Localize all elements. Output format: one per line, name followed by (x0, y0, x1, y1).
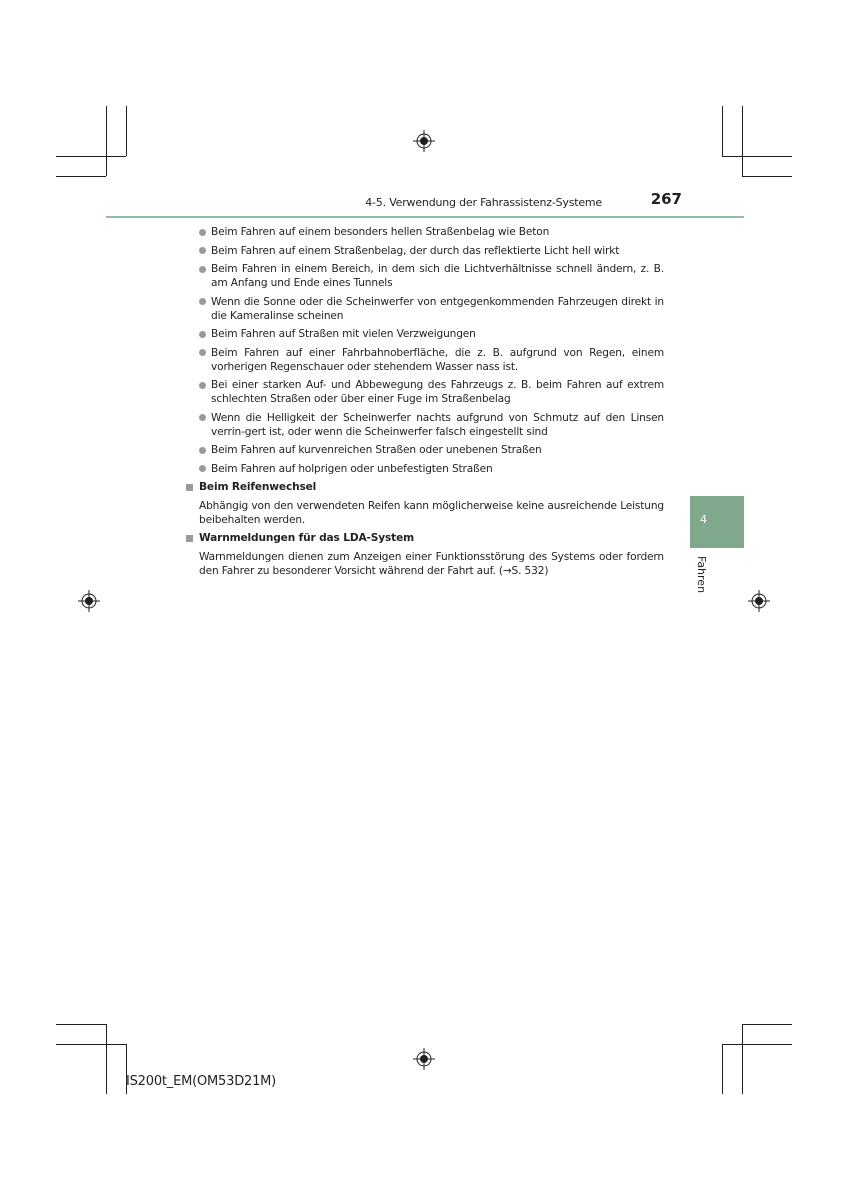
bullet-icon (199, 298, 206, 305)
list-item-text: Beim Fahren auf einem Straßenbelag, der durch das reflektierte Licht hell wirkt (211, 244, 620, 257)
registration-mark-icon (413, 130, 435, 152)
list-item (186, 225, 664, 239)
page-content (186, 225, 664, 582)
chapter-tab (690, 496, 744, 548)
registration-mark-icon (413, 1048, 435, 1070)
bullet-icon (199, 447, 206, 454)
list-item-text: Beim Fahren auf einem besonders hellen Straßenbelag wie Beton (211, 226, 550, 238)
section-title: 4-5. Verwendung der Fahrassistenz-Systeme (365, 196, 602, 209)
list-item-text: Beim Fahren in einem Bereich, in dem sich die Lichtverhältnisse schnell ändern, z. B. am Anfang und Ende eines Tunnels (211, 263, 664, 289)
crop-mark (722, 106, 723, 156)
crop-mark (722, 1044, 723, 1094)
crop-mark (126, 106, 127, 156)
crop-mark (56, 1024, 106, 1025)
crop-mark (742, 106, 743, 176)
crop-mark (722, 156, 792, 157)
bullet-icon (199, 266, 206, 273)
condition-list (186, 225, 664, 476)
bullet-icon (199, 465, 206, 472)
list-item (186, 462, 664, 476)
list-item-text: Bei einer starken Auf- und Abbewegung des Fahrzeugs z. B. beim Fahren auf extrem schlechten Straßen oder über einer Fuge im Straßenbelag (211, 379, 664, 405)
bullet-icon (199, 229, 206, 236)
crop-mark (742, 176, 792, 177)
list-item (186, 295, 664, 323)
square-bullet-icon (186, 535, 193, 542)
section-tire-change (186, 480, 664, 527)
list-item (186, 327, 664, 341)
crop-mark (742, 1024, 743, 1094)
bullet-icon (199, 414, 206, 421)
crop-mark (742, 1024, 792, 1025)
list-item-text: Wenn die Helligkeit der Scheinwerfer nachts aufgrund von Schmutz auf den Linsen verrin-gert ist, oder wenn die Scheinwerfer falsch eingestellt sind (211, 411, 664, 438)
header-divider (106, 216, 744, 218)
list-item (186, 411, 664, 439)
section-body: Abhängig von den verwendeten Reifen kann möglicherweise keine ausreichende Leistung beibehalten werden. (199, 499, 664, 526)
bullet-icon (199, 382, 206, 389)
section-body: Warnmeldungen dienen zum Anzeigen einer Funktionsstörung des Systems oder fordern den Fahrer zu besonderer Vorsicht während der Fahrt auf. (→S. 532) (199, 550, 664, 577)
crop-mark (56, 176, 106, 177)
square-bullet-icon (186, 484, 193, 491)
list-item (186, 443, 664, 457)
page-number: 267 (650, 190, 682, 208)
chapter-label: Fahren (695, 556, 708, 594)
list-item-text: Beim Fahren auf einer Fahrbahnoberfläche, die z. B. aufgrund von Regen, einem vorherigen Regenschauer oder stehendem Wasser nass ist. (211, 346, 664, 373)
registration-mark-icon (748, 590, 770, 612)
list-item-text: Wenn die Sonne oder die Scheinwerfer von entgegenkommenden Fahrzeugen direkt in die Kameralinse scheinen (211, 295, 664, 322)
registration-mark-icon (78, 590, 100, 612)
list-item (186, 244, 664, 258)
bullet-icon (199, 331, 206, 338)
section-heading-text: Warnmeldungen für das LDA-System (199, 532, 414, 544)
bullet-icon (199, 247, 206, 254)
bullet-icon (199, 349, 206, 356)
crop-mark (56, 1044, 126, 1045)
list-item-text: Beim Fahren auf kurvenreichen Straßen oder unebenen Straßen (211, 444, 542, 456)
chapter-number: 4 (700, 513, 707, 526)
list-item (186, 262, 664, 290)
section-heading (186, 531, 664, 545)
crop-mark (106, 106, 107, 176)
section-heading-text: Beim Reifenwechsel (199, 481, 317, 493)
list-item (186, 346, 664, 374)
list-item-text: Beim Fahren auf Straßen mit vielen Verzweigungen (211, 328, 476, 340)
section-warning-messages (186, 531, 664, 578)
crop-mark (106, 1024, 107, 1094)
list-item-text: Beim Fahren auf holprigen oder unbefestigten Straßen (211, 462, 493, 475)
document-code: IS200t_EM(OM53D21M) (126, 1074, 277, 1089)
crop-mark (722, 1044, 792, 1045)
crop-mark (56, 156, 126, 157)
section-heading (186, 480, 664, 494)
list-item (186, 378, 664, 406)
